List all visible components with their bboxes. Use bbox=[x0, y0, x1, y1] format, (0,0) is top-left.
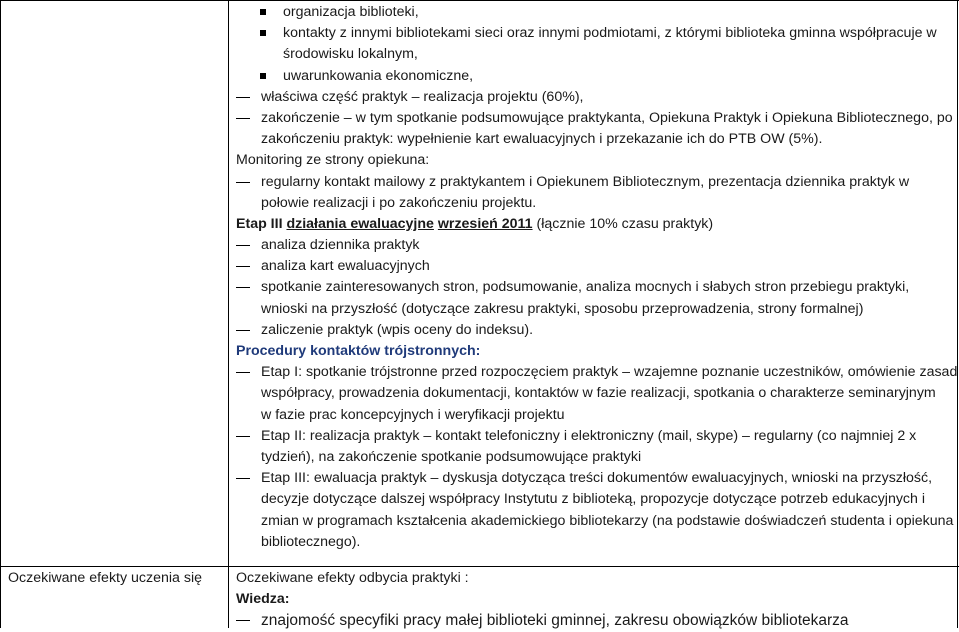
dash-bullet-icon bbox=[236, 97, 250, 98]
list-item bbox=[236, 23, 951, 44]
etap3-heading-part: działania ewaluacyjne bbox=[286, 215, 434, 232]
list-item-continuation bbox=[236, 489, 951, 510]
list-item bbox=[236, 66, 951, 87]
dash-bullet-icon bbox=[236, 330, 250, 331]
dash-bullet-icon bbox=[236, 245, 250, 246]
list-item bbox=[236, 2, 951, 23]
list-item bbox=[236, 426, 951, 447]
list-item bbox=[236, 235, 951, 256]
section-heading bbox=[236, 150, 951, 171]
dash-bullet-icon bbox=[236, 620, 250, 621]
effects-heading: Oczekiwane efekty odbycia praktyki : bbox=[236, 570, 469, 586]
list-item-text: połowie realizacji i po zakończeniu projektu. bbox=[261, 194, 537, 211]
square-bullet-icon bbox=[260, 73, 266, 79]
table-border-right bbox=[957, 0, 958, 628]
effects-heading-line bbox=[236, 568, 951, 589]
list-item-continuation bbox=[236, 447, 951, 468]
table-column-divider bbox=[228, 0, 229, 628]
list-item-text: zaliczenie praktyk (wpis oceny do indeksu). bbox=[261, 321, 534, 338]
square-bullet-icon bbox=[260, 30, 266, 36]
list-item-text: właściwa część praktyk – realizacja projektu (60%), bbox=[261, 88, 584, 105]
list-item bbox=[236, 256, 951, 277]
list-item-text: spotkanie zainteresowanych stron, podsumowanie, analiza mocnych i słabych stron przebiegu praktyki, bbox=[261, 279, 910, 296]
list-item-text: Etap I: spotkanie trójstronne przed rozpoczęciem praktyk – wzajemne poznanie uczestników, omówienie zasad bbox=[261, 364, 958, 381]
section-heading bbox=[236, 214, 951, 235]
list-item-text: analiza dziennika praktyk bbox=[261, 237, 420, 254]
list-item-text: znajomość specyfiki pracy małej biblioteki gminnej, zakresu obowiązków bibliotekarza bbox=[261, 612, 849, 630]
list-item-continuation bbox=[236, 532, 951, 553]
table-border-top bbox=[0, 0, 959, 1]
section-heading bbox=[236, 341, 951, 362]
wiedza-label: Wiedza: bbox=[236, 591, 290, 608]
list-item-text: zakończenie – w tym spotkanie podsumowujące praktykanta, Opiekuna Praktyk i Opiekuna Bibliotecznego, po bbox=[261, 109, 953, 126]
list-item-text: kontakty z innymi bibliotekami sieci oraz innymi podmiotami, z którymi biblioteka gminna współpracuje w bbox=[283, 25, 937, 42]
list-item bbox=[236, 87, 951, 108]
list-item bbox=[236, 108, 951, 129]
etap3-heading-part: wrzesień 2011 bbox=[437, 215, 533, 232]
list-item-text: w fazie prac koncepcyjnych i weryfikacji projektu bbox=[261, 406, 565, 423]
wiedza-line bbox=[236, 589, 951, 610]
list-item bbox=[236, 468, 951, 489]
list-item-text: regularny kontakt mailowy z praktykantem i Opiekunem Bibliotecznym, prezentacja dziennika praktyk w bbox=[261, 173, 910, 190]
etap3-heading bbox=[236, 214, 713, 235]
list-item-text: Etap II: realizacja praktyk – kontakt telefoniczny i elektroniczny (mail, skype) – regularny (co najmniej 2 x bbox=[261, 427, 917, 444]
list-item bbox=[236, 320, 951, 341]
table-row-divider bbox=[0, 566, 959, 567]
etap3-heading-part: (łącznie 10% czasu praktyk) bbox=[536, 215, 714, 232]
list-item-text: organizacja biblioteki, bbox=[283, 4, 419, 20]
list-item-continuation bbox=[236, 129, 951, 150]
row-label: Oczekiwane efekty uczenia się bbox=[8, 570, 202, 586]
list-item-continuation bbox=[236, 44, 951, 65]
list-item-text: współpracy, prowadzenia dokumentacji, kontaktów w fazie realizacji, spotkania o charakterze seminaryjnym bbox=[261, 385, 936, 402]
list-item-text: uwarunkowania ekonomiczne, bbox=[283, 67, 474, 84]
list-item-text: zakończeniu praktyk: wypełnienie kart ewaluacyjnych i przekazanie ich do PTB OW (5%). bbox=[261, 131, 823, 148]
list-item-text: bibliotecznego). bbox=[261, 533, 361, 550]
dash-bullet-icon bbox=[236, 436, 250, 437]
list-item-text: zmian w programach kształcenia akademickiego bibliotekarzy (na podstawie doświadczeń studenta i opiekuna bbox=[261, 512, 954, 529]
list-item bbox=[236, 610, 951, 631]
list-item-text: decyzje dotyczące dalszej współpracy Instytutu z biblioteką, propozycje dotyczące potrzeb edukacyjnych i bbox=[261, 491, 925, 508]
list-item bbox=[236, 277, 951, 298]
list-item bbox=[236, 362, 958, 383]
dash-bullet-icon bbox=[236, 266, 250, 267]
etap3-heading-part: Etap III bbox=[236, 215, 283, 232]
list-item-continuation bbox=[236, 193, 951, 214]
list-item-continuation bbox=[236, 511, 954, 532]
list-item-text: Etap III: ewaluacja praktyk – dyskusja dotycząca treści dokumentów ewaluacyjnych, wnioski na przyszłość, bbox=[261, 470, 933, 487]
content-cell bbox=[236, 2, 958, 553]
dash-bullet-icon bbox=[236, 118, 250, 119]
effects-cell bbox=[236, 568, 951, 632]
list-item-continuation bbox=[236, 299, 951, 320]
dash-bullet-icon bbox=[236, 478, 250, 479]
list-item-text: tydzień), na zakończenie spotkanie podsumowujące praktyki bbox=[261, 448, 642, 465]
list-item-text: środowisku lokalnym, bbox=[283, 46, 418, 63]
list-item-continuation bbox=[236, 405, 951, 426]
dash-bullet-icon bbox=[236, 287, 250, 288]
list-item bbox=[236, 172, 951, 193]
monitoring-heading: Monitoring ze strony opiekuna: bbox=[236, 152, 430, 169]
list-item-text: analiza kart ewaluacyjnych bbox=[261, 258, 430, 275]
square-bullet-icon bbox=[260, 9, 266, 15]
dash-bullet-icon bbox=[236, 182, 250, 183]
procedury-heading: Procedury kontaktów trójstronnych: bbox=[236, 343, 481, 359]
table-border-left bbox=[0, 0, 1, 628]
dash-bullet-icon bbox=[236, 372, 250, 373]
list-item-text: wnioski na przyszłość (dotyczące zakresu praktyki, sposobu przeprowadzenia, strony formalnej) bbox=[261, 300, 864, 317]
list-item-continuation bbox=[236, 383, 951, 404]
